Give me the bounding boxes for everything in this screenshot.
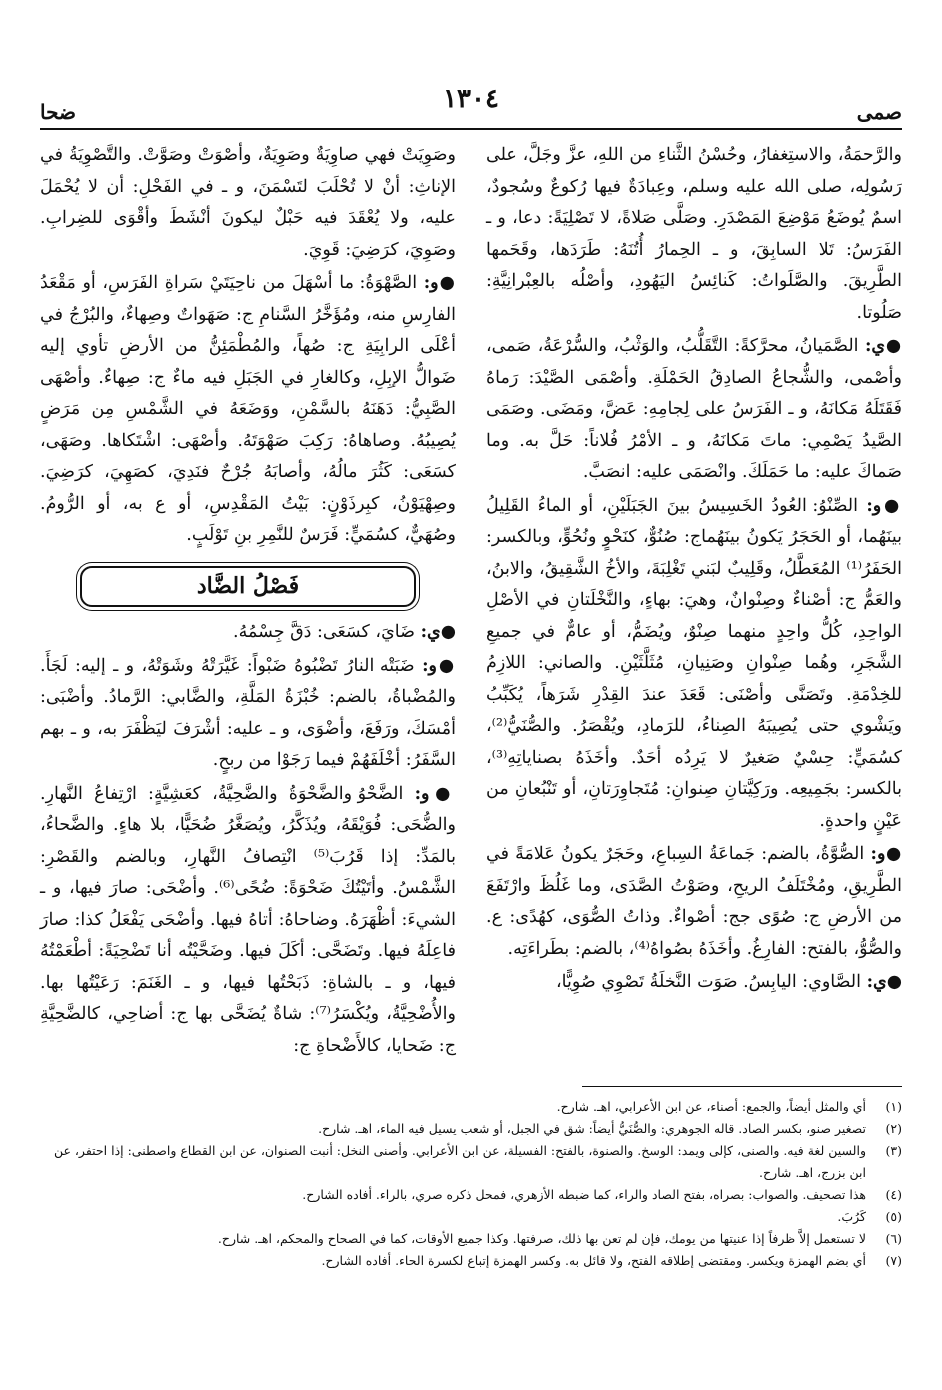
- footnote-rule: [582, 1086, 902, 1087]
- dictionary-entry: [486, 967, 902, 999]
- entry-marker: ●و:: [870, 844, 902, 864]
- entry-text: الضَّحْوُ والضَّحْوَةُ والضَّحِيَّةُ، كعَشِيَّةٍ: ارْتِفاعُ النَّهارِ. والضُّحَى: فُوَيْقَهُ، ويُذَكَّرُ، ويُصَغَّرُ ضُحَيًّا، بلا هاءٍ. والضَّحاءُ، بالمَدِّ: إذا قَرُبَ⁽⁵⁾ انْتِصافُ النَّهارِ، وبالضم والقَصْرِ: الشَّمْسُ. وأتَيْتُكَ ضَحْوَةً: ضُحًى⁽⁶⁾. وأضْحَى: صارَ فيها، و ـ الشيءَ: أظْهَرَهُ. وضاحاهُ: أتاهُ فيها. وأضْحَى يَفْعَلُ كذا: صارَ فاعِلَهُ فيها. وتَضَحَّى: أكَلَ فيها. وضَحَّيْتُه أنا تَضْحِيَةً: أطْعَمْتُهُ فيها، و ـ بالشاةِ: ذَبَحْتُها فيها، و ـ الغَنَمَ: رَعَيْتُها بها. والأُضْحِيَّةُ، ويُكْسَرُ⁽⁷⁾: شاةٌ يُضَحَّى بها ج: أضاحِي، كالضَّحِيَّةِ ج: ضَحايا، كالأَضْحاةِ ج:: [40, 783, 457, 1056]
- footnote-number: (٣): [885, 1143, 902, 1158]
- entry-marker: ●و:: [422, 655, 456, 676]
- page-number: ١٣٠٤: [443, 84, 499, 114]
- entry-marker: ●و:: [414, 783, 456, 804]
- entry-text: الصَّمَيانُ، محرَّكةً: التَّقَلُّبُ، والوَثْبُ، والسُّرْعَةُ، صَمى، وأصْمى، والشُّجاعُ الصادِقُ الحَمْلَةِ. وأصْمَى الصَّيْدَ: رَماهُ فَقَتَلَهُ مَكانَهُ، و ـ الفَرَسُ على لِجامِهِ: عَضَّ، ومَضَى. وصَمَى الصَّيدُ يَصْمِي: ماتَ مَكانَهُ، و ـ الأمْرُ فُلاناً: حَلَّ به. وما صَماكَ عليه: ما حَمَلَكَ. وانْصَمَى عليه: انصَبَّ.: [486, 336, 902, 482]
- header-rule: [40, 128, 902, 130]
- dictionary-entry: [40, 617, 456, 649]
- footnote: [40, 1228, 902, 1250]
- footnote: [40, 1184, 902, 1206]
- entry-text: الصَّاوي: اليابِسُ. صَوَت النَّخلَةُ تَصْوِي صُوِيًّا،: [556, 972, 861, 992]
- dictionary-entry: [40, 651, 456, 777]
- dictionary-entry: [486, 491, 902, 838]
- left-column: [40, 140, 456, 1064]
- footnote-text: كَرُبَ.: [837, 1209, 866, 1224]
- footnote-number: (٧): [885, 1253, 902, 1268]
- entry-text: ضَايَ، كسَعَى: دَقَّ جِسْمُهُ.: [233, 622, 415, 642]
- footnote-number: (١): [885, 1099, 902, 1114]
- footnote-text: لا تستعمل إلاَّ ظرفاً إذا عنيتها من يومك، فإن لم تعن بها ذلك، صرفتها. وكذا جميع الأوقات، كما في الصحاح والمحكم، اهـ. شارح.: [217, 1231, 866, 1246]
- entry-text: الصُّوَّةُ، بالضم: جَماعَةُ السِباعِ، وحَجَرٌ يكونُ عَلامَةً في الطَّرِيقِ، ومُخْتَلَفُ الريحِ، وصَوْتُ الصَّدَى، وما غَلُظَ وارْتَفَعَ من الأرضِ ج: صُوًى جج: أصْواءٌ. وذاتُ الصُّوَى، كهُدًى: ع. والصُّوُّ، بالفتح: الفارِغُ. وأخَذَهُ بصُواهُ⁽⁴⁾، بالضم: بطَراءَتِه.: [486, 844, 902, 959]
- footnote-text: هذا تصحيف. والصواب: بصراه، بفتح الصاد والراء، كما ضبطه الأزهري، فمحل ذكره صري، بالراء. أفاده الشارح.: [302, 1187, 866, 1202]
- right-column: [486, 140, 902, 1001]
- footnote: [40, 1118, 902, 1140]
- footnote: [40, 1140, 902, 1184]
- footnote-number: (٢): [885, 1121, 902, 1136]
- page-header: [40, 84, 902, 124]
- dictionary-entry: [40, 268, 456, 552]
- footnote: [40, 1096, 902, 1118]
- footnote-text: أي بضم الهمزة ويكسر. ومقتضى إطلاقه الفتح، ولا قائل به. وكسر الهمزة إتباع لكسرة الحاء. أفاده الشارح.: [321, 1253, 866, 1268]
- entry-text: الصَّهْوَةُ: ما أسْهَلَ من ناحِيَتَيْ سَراةِ الفَرَسِ، أو مَقْعَدُ الفارِسِ منه، ومُؤَخَّرُ السَّنامِ ج: صَهَواتٌ وصِهاءٌ، والبُرْجُ في أعْلَى الرابِيَةِ ج: صُهاً، والمُطْمَئِنُّ من الأرضِ تأوي إليه ضَوالُّ الإبِلِ، وكالغارِ في الجَبَلِ فيه ماءٌ ج: صِهاءٌ. وأصْهَى الصَّبِيُّ: دَهَنَهُ بالسَّمْنِ، ووَضَعَهُ في الشَّمْسِ مِن مَرَضٍ يُصِيبُهُ. وصاهاهُ: رَكِبَ صَهْوَتَهُ. وأصْهَى: اشْتَكاها. وصَهَى، كسَعَى: كَثُرَ مالُهُ، وأصابَهُ جُرْحٌ فنَدِيَ، كصَهِيَ، كرَضِيَ. وصِهْيَوْنُ، كبِرذَوْنٍ: بَيْتُ المَقْدِسِ، أو ع به، أو الرُّومُ. وصُهَيٌّ، كسُمَيٍّ: فَرَسٌ للنَّمِرِ بنِ تَوْلَبٍ.: [40, 273, 456, 545]
- dictionary-entry: [40, 779, 456, 1063]
- dictionary-entry: [486, 140, 902, 329]
- entry-text: الصِّنْوُ: العُودُ الخَسِيسُ بينَ الجَبَلَيْنِ، أو الماءُ القَلِيلُ بينَهُما، أو الحَجَرُ يَكونُ بينَهُماج: صُنُوٌّ، كنَحْوٍ ونُحُوٍّ، وبالكسر: الحَفَرُ⁽¹⁾ المُعَطَّلُ، وقَلِيبٌ لبَني تَغْلِبَةَ، والأخُ الشَّقِيقُ، والابنُ، والعَمُّ ج: أصْناءٌ وصِنْوانٌ، وهيَ: بهاءٍ، والنَّخْلَتانِ في الأصْلِ الواحِدِ، كُلُّ واحِدٍ منهما صِنْوٌ، ويُضَمُّ، أو عامٌّ في جميعِ الشَّجَرِ، وهُما صِنْوانِ وصَنِيانِ، مُثَلَّثَيْنِ. والصاني: اللازِمُ للخِدْمَةِ. وتَصَنَّى وأصْنَى: قَعَدَ عندَ القِدْرِ شَرَهاً، يُكَبِّبُ ويَشْوي حتى يُصِيبَهُ الصِناءُ، للرَمادِ، ويُقْصَرُ. والصُّنَيُّ⁽²⁾، كسُمَيٍّ: حِسْيٌ صَغيرٌ لا يَرِدُه أحَدٌ. وأخَذَهُ بصناياتِهِ⁽³⁾، بالكسر: بجَمِيعِه. ورَكِيَّتانِ صِنوانِ: مُتَجاوِرَتانِ، أو تَنْبُعانِ من عَيْنٍ واحدةٍ.: [486, 495, 902, 831]
- entry-text: ضَبَتْه النارُ تَضْبُوهُ ضَبْواً: غَيَّرَتْهُ وشَوَتْهُ، و ـ إليه: لَجَأَ. والمُضْباةُ، بالضم: خُبْزَةُ المَلَّةِ، والضَّابي: الرَّمادُ. وأضْبَى: أمْسَكَ، ورَفَعَ، وأضْوَى، و ـ عليه: أشْرَفَ ليَظْفَرَ به، و ـ بهم السَّفَرُ: أخْلَفَهُمْ فيما رَجَوْا من ربحٍ.: [40, 655, 456, 770]
- section-title: فَصْلُ الضَّاد: [80, 566, 416, 608]
- footnote-number: (٤): [885, 1187, 902, 1202]
- entry-text: وصَوِيَتْ فهي صاوِيَةٌ وصَوِيَةٌ، وأصْوَتْ وصَوَّتْ. والتَّصْوِيَةُ في الإناثِ: أنْ لا تُحْلَبَ لتَسْمَنَ، و ـ في الفَحْلِ: أن لا يُحْمَلَ عليه، ولا يُعْقَدَ فيه حَبْلٌ ليكونَ أنْشَطَ وأقْوَى للضِرابِ. وصَوِيَ، كرَضِيَ: قَوِيَ.: [40, 145, 456, 260]
- entry-marker: ●و:: [423, 273, 456, 293]
- footnote-text: تصغير صنو، بكسر الصاد. قاله الجوهري: والصُّنَيُّ أيضاً: شق في الجبل، أو شعب يسيل فيه الماء، اهـ. شارح.: [318, 1121, 866, 1136]
- entry-marker: ●ي:: [866, 972, 902, 992]
- footnote-text: أي والمثل أيضاً، والجمع: أصناء، عن ابن الأعرابي، اهـ. شارح.: [556, 1099, 866, 1114]
- header-right-word: صمى: [856, 100, 902, 124]
- dictionary-entry: [486, 839, 902, 965]
- footnote-number: (٦): [885, 1231, 902, 1246]
- dictionary-entry: [40, 140, 456, 266]
- footnote: [40, 1250, 902, 1272]
- entry-marker: ●و:: [866, 495, 902, 516]
- footnotes: [40, 1096, 902, 1272]
- header-left-word: ضحا: [40, 100, 76, 124]
- footnote: [40, 1206, 902, 1228]
- entry-text: والرَّحمَةُ، والاستِغفارُ، وحُسْنُ الثَّناءِ من اللهِ، عزَّ وجَلَّ، على رَسُولِه، صلى الله عليه وسلم، وعِبادَةٌ فيها رُكوعٌ وسُجودٌ، اسمٌ يُوضَعُ مَوْضِعَ المَصْدَرِ. وصَلَّى صَلاةً، لا تَصْلِيَةً: دعا، و ـ الفَرَسُ: تَلا السابِقَ، و ـ الحِمارُ أُتُنَهُ: طَرَدَها، وقَحَمها الطَّرِيقَ. والصَّلَواتُ: كَنائِسُ اليَهُودِ، وأصْلُه بالعِبْرانِيَّةِ: صَلُوتا.: [486, 145, 902, 323]
- footnote-number: (٥): [885, 1209, 902, 1224]
- entry-marker: ●ي:: [864, 336, 902, 356]
- dictionary-entry: [486, 331, 902, 489]
- entry-marker: ●ي:: [420, 622, 456, 642]
- footnote-text: والسين لغة فيه. والصنى، كإلى ويمد: الوسخ. والصنوة، بالفتح: الفسيلة، عن ابن الأعرابي. وأصنى النخل: أنبت الصنوان، عن ابن القطاع واصطنى: إذا احتفر، عن ابن بزرج، اهـ. شارح.: [53, 1143, 866, 1180]
